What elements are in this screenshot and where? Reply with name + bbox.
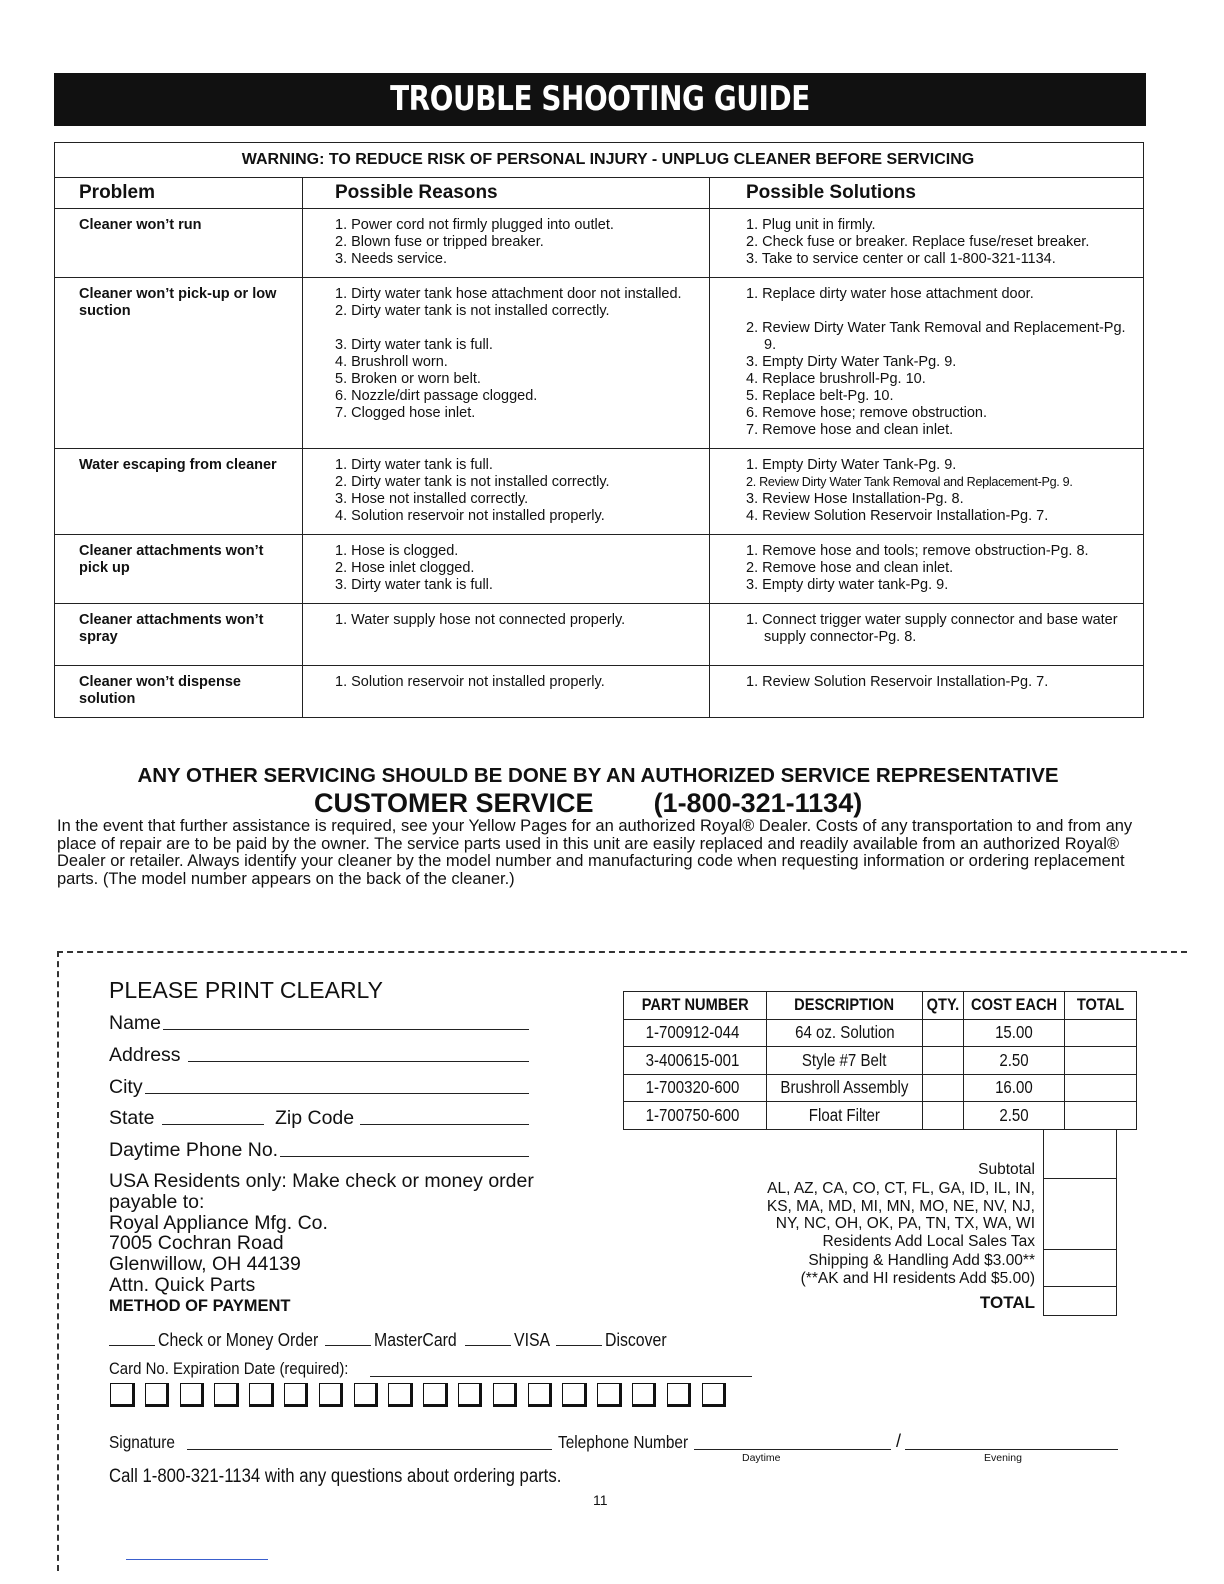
phone-field[interactable] xyxy=(280,1156,529,1157)
card-number-label: Card No. Expiration Date (required): xyxy=(109,1359,349,1378)
zip-label: Zip Code xyxy=(275,1107,355,1129)
tax-field[interactable] xyxy=(1044,1179,1116,1250)
solution-item: 7. Remove hose and clean inlet. xyxy=(746,422,954,438)
customer-service-phone: (1-800-321-1134) xyxy=(653,788,863,818)
page-number: 11 xyxy=(593,1492,608,1508)
troubleshooting-table xyxy=(54,142,1144,718)
qty-field[interactable] xyxy=(923,1074,964,1102)
zip-field[interactable] xyxy=(360,1124,529,1125)
reason-item: 3. Dirty water tank is full. xyxy=(335,337,493,353)
address-label: Address xyxy=(109,1044,181,1066)
solution-item: 4. Review Solution Reservoir Installation-Pg. 7. xyxy=(746,508,1049,524)
problem-cell: Water escaping from cleaner xyxy=(55,449,303,535)
cut-line-vertical xyxy=(57,951,59,1571)
total-field[interactable] xyxy=(1044,1287,1116,1315)
line-total-field[interactable] xyxy=(1065,1019,1137,1047)
solution-item: 4. Replace brushroll-Pg. 10. xyxy=(746,371,926,387)
reason-item: 7. Clogged hose inlet. xyxy=(335,405,476,421)
reason-item: 2. Blown fuse or tripped breaker. xyxy=(335,234,544,250)
shipping-field[interactable] xyxy=(1044,1250,1116,1287)
card-digit-box[interactable] xyxy=(284,1383,309,1407)
card-digit-box[interactable] xyxy=(702,1383,727,1407)
reason-item: 4. Brushroll worn. xyxy=(335,354,448,370)
part-number-cell: 3-400615-001 xyxy=(624,1047,767,1075)
totals-column xyxy=(1043,1130,1117,1316)
solution-item: 6. Remove hose; remove obstruction. xyxy=(746,405,987,421)
card-digit-box[interactable] xyxy=(667,1383,692,1407)
table-row xyxy=(55,449,1144,535)
warning-text: WARNING: TO REDUCE RISK OF PERSONAL INJURY - UNPLUG CLEANER BEFORE SERVICING xyxy=(55,143,1144,178)
cost-each-cell: 2.50 xyxy=(964,1102,1065,1130)
part-number-header: PART NUMBER xyxy=(624,992,767,1020)
card-digit-box[interactable] xyxy=(423,1383,448,1407)
card-number-boxes xyxy=(110,1383,726,1407)
reasons-cell xyxy=(303,666,710,718)
evening-phone-field[interactable] xyxy=(905,1449,1118,1450)
table-row xyxy=(55,604,1144,666)
line-total-field[interactable] xyxy=(1065,1102,1137,1130)
footer-rule xyxy=(126,1559,268,1560)
reasons-cell xyxy=(303,209,710,278)
table-row xyxy=(624,1019,1137,1047)
mastercard-option-blank[interactable] xyxy=(325,1332,371,1346)
tax-states-text: AL, AZ, CA, CO, CT, FL, GA, ID, IL, IN, KS, MA, MD, MI, MN, MO, NE, NV, NJ, NY, NC, OH, OK, PA, TN, TX, WA, WI Residents Add Local Sales Tax xyxy=(766,1180,1035,1250)
solution-item: 1. Remove hose and tools; remove obstruction-Pg. 8. xyxy=(746,543,1089,559)
solution-item: 2. Remove hose and clean inlet. xyxy=(746,560,954,576)
solution-item: 1. Plug unit in firmly. xyxy=(746,217,876,233)
card-digit-box[interactable] xyxy=(354,1383,379,1407)
reasons-cell xyxy=(303,604,710,666)
total-label: TOTAL xyxy=(979,1293,1035,1312)
description-cell: Float Filter xyxy=(767,1102,923,1130)
call-note: Call 1-800-321-1134 with any questions about ordering parts. xyxy=(109,1466,562,1487)
payee-line: 7005 Cochran Road xyxy=(109,1232,284,1255)
phone-separator: / xyxy=(896,1431,902,1451)
card-digit-box[interactable] xyxy=(528,1383,553,1407)
name-label: Name xyxy=(109,1012,162,1034)
evening-label: Evening xyxy=(984,1452,1022,1464)
service-paragraph: In the event that further assistance is required, see your Yellow Pages for an authorized Royal® Dealer. Costs of any transportation to and from any place of repair are to be paid by the owner. The service parts used in this unit are easily replaced and readily available from an authorized Royal® Dealer or retailer. Always identify your cleaner by the model number and manufacturing code when requesting information or ordering replacement parts. (The model number appears on the back of the cleaner.) xyxy=(57,817,1133,888)
solutions-cell xyxy=(710,278,1144,449)
reason-item: 3. Needs service. xyxy=(335,251,448,267)
phone-label: Daytime Phone No. xyxy=(109,1139,279,1161)
city-label: City xyxy=(109,1076,143,1098)
reason-item: 1. Dirty water tank is full. xyxy=(335,457,493,473)
cost-each-header: COST EACH xyxy=(964,992,1065,1020)
table-row xyxy=(55,209,1144,278)
customer-service-line xyxy=(314,788,862,819)
description-header: DESCRIPTION xyxy=(767,992,923,1020)
reason-item: 3. Dirty water tank is full. xyxy=(335,577,493,593)
reason-item: 5. Broken or worn belt. xyxy=(335,371,481,387)
solution-item: 5. Replace belt-Pg. 10. xyxy=(746,388,894,404)
reason-item: 4. Solution reservoir not installed properly. xyxy=(335,508,605,524)
form-title: PLEASE PRINT CLEARLY xyxy=(109,977,383,1003)
reason-item: 1. Power cord not firmly plugged into outlet. xyxy=(335,217,614,233)
payee-line: Royal Appliance Mfg. Co. xyxy=(109,1211,328,1234)
cost-each-cell: 15.00 xyxy=(964,1019,1065,1047)
solution-item: 3. Review Hose Installation-Pg. 8. xyxy=(746,491,964,507)
part-number-cell: 1-700912-044 xyxy=(624,1019,767,1047)
problem-cell: Cleaner attachments won’t spray xyxy=(55,604,303,666)
solutions-cell xyxy=(710,604,1144,666)
problem-cell: Cleaner attachments won’t pick up xyxy=(55,535,303,604)
reason-item: 2. Dirty water tank is not installed correctly. xyxy=(335,474,610,490)
reasons-cell xyxy=(303,278,710,449)
payee-line: Attn. Quick Parts xyxy=(109,1273,256,1296)
table-row xyxy=(624,1047,1137,1075)
discover-option-blank[interactable] xyxy=(556,1332,602,1346)
signature-label: Signature xyxy=(109,1432,175,1452)
cut-line xyxy=(57,951,1187,953)
card-digit-box[interactable] xyxy=(493,1383,518,1407)
solution-item: 3. Empty dirty water tank-Pg. 9. xyxy=(746,577,949,593)
state-label: State xyxy=(109,1107,155,1129)
signature-field[interactable] xyxy=(187,1449,552,1450)
description-cell: Brushroll Assembly xyxy=(767,1074,923,1102)
shipping-text: Shipping & Handling Add $3.00** (**AK and HI residents Add $5.00) xyxy=(800,1252,1035,1287)
card-digit-box[interactable] xyxy=(214,1383,239,1407)
expiration-date-field[interactable] xyxy=(370,1376,752,1377)
payment-options: Check or Money Order MasterCard VISA Discover xyxy=(109,1330,675,1351)
reasons-header: Possible Reasons xyxy=(303,178,710,209)
total-header: TOTAL xyxy=(1065,992,1137,1020)
payable-note: USA Residents only: Make check or money order payable to: xyxy=(109,1170,534,1213)
visa-option-blank[interactable] xyxy=(465,1332,511,1346)
card-digit-box[interactable] xyxy=(388,1383,413,1407)
payee-line: Glenwillow, OH 44139 xyxy=(109,1253,301,1276)
address-field[interactable] xyxy=(188,1061,529,1062)
card-digit-box[interactable] xyxy=(110,1383,135,1407)
table-row xyxy=(624,1102,1137,1130)
state-field[interactable] xyxy=(162,1124,264,1125)
card-digit-box[interactable] xyxy=(145,1383,170,1407)
problem-cell: Cleaner won’t pick-up or low suction xyxy=(55,278,303,449)
reason-item: 1. Dirty water tank hose attachment door not installed. xyxy=(335,286,682,302)
qty-field[interactable] xyxy=(923,1019,964,1047)
cost-each-cell: 2.50 xyxy=(964,1047,1065,1075)
reason-item: 1. Hose is clogged. xyxy=(335,543,459,559)
card-digit-box[interactable] xyxy=(632,1383,657,1407)
page-title-banner: TROUBLE SHOOTING GUIDE xyxy=(54,73,1146,126)
parts-order-table xyxy=(623,991,1137,1130)
solution-item: 2. Review Dirty Water Tank Removal and Replacement-Pg. 9. xyxy=(746,320,1126,353)
reason-item: 1. Water supply hose not connected properly. xyxy=(335,612,626,628)
telephone-label: Telephone Number xyxy=(558,1432,689,1452)
reason-item: 1. Solution reservoir not installed properly. xyxy=(335,674,605,690)
reason-item: 6. Nozzle/dirt passage clogged. xyxy=(335,388,538,404)
problem-header: Problem xyxy=(55,178,303,209)
qty-field[interactable] xyxy=(923,1047,964,1075)
table-row xyxy=(624,1074,1137,1102)
solution-item: 2. Check fuse or breaker. Replace fuse/reset breaker. xyxy=(746,234,1090,250)
card-digit-box[interactable] xyxy=(249,1383,274,1407)
table-row xyxy=(55,535,1144,604)
solution-item: 3. Take to service center or call 1-800-321-1134. xyxy=(746,251,1056,267)
description-cell: 64 oz. Solution xyxy=(767,1019,923,1047)
solutions-cell xyxy=(710,535,1144,604)
reasons-cell xyxy=(303,535,710,604)
card-digit-box[interactable] xyxy=(458,1383,483,1407)
qty-field[interactable] xyxy=(923,1102,964,1130)
payee-block xyxy=(109,1171,559,1296)
customer-service-label: CUSTOMER SERVICE xyxy=(314,788,594,818)
problem-cell: Cleaner won’t dispense solution xyxy=(79,674,241,707)
line-total-field[interactable] xyxy=(1065,1047,1137,1075)
table-row xyxy=(55,278,1144,449)
subtotal-label: Subtotal xyxy=(978,1161,1035,1178)
cost-each-cell: 16.00 xyxy=(964,1074,1065,1102)
solution-item: 1. Connect trigger water supply connector and base water supply connector-Pg. 8. xyxy=(746,612,1118,645)
daytime-phone-field[interactable] xyxy=(694,1449,891,1450)
qty-header: QTY. xyxy=(923,992,964,1020)
solutions-cell xyxy=(710,449,1144,535)
line-total-field[interactable] xyxy=(1065,1074,1137,1102)
part-number-cell: 1-700320-600 xyxy=(624,1074,767,1102)
solution-item: 3. Empty Dirty Water Tank-Pg. 9. xyxy=(746,354,957,370)
card-digit-box[interactable] xyxy=(319,1383,344,1407)
subtotal-field[interactable] xyxy=(1044,1130,1116,1179)
solution-item: 2. Review Dirty Water Tank Removal and Replacement-Pg. 9. xyxy=(746,475,1073,489)
card-digit-box[interactable] xyxy=(562,1383,587,1407)
part-number-cell: 1-700750-600 xyxy=(624,1102,767,1130)
payment-heading: METHOD OF PAYMENT xyxy=(109,1297,291,1315)
solutions-header: Possible Solutions xyxy=(710,178,1144,209)
problem-cell: Cleaner won’t run xyxy=(55,209,303,278)
table-row xyxy=(55,666,1144,718)
reason-item: 2. Dirty water tank is not installed correctly. xyxy=(335,303,610,319)
solutions-cell xyxy=(710,666,1144,718)
reasons-cell xyxy=(303,449,710,535)
city-field[interactable] xyxy=(145,1093,529,1094)
solution-item: 1. Replace dirty water hose attachment door. xyxy=(746,286,1034,302)
description-cell: Style #7 Belt xyxy=(767,1047,923,1075)
solutions-cell xyxy=(710,209,1144,278)
check-option-blank[interactable] xyxy=(109,1332,155,1346)
servicing-heading: ANY OTHER SERVICING SHOULD BE DONE BY AN AUTHORIZED SERVICE REPRESENTATIVE xyxy=(137,764,1059,787)
reason-item: 3. Hose not installed correctly. xyxy=(335,491,529,507)
solution-item: 1. Empty Dirty Water Tank-Pg. 9. xyxy=(746,457,957,473)
daytime-label: Daytime xyxy=(742,1452,781,1464)
solution-item: 1. Review Solution Reservoir Installation-Pg. 7. xyxy=(746,674,1049,690)
card-digit-box[interactable] xyxy=(180,1383,205,1407)
card-digit-box[interactable] xyxy=(597,1383,622,1407)
reason-item: 2. Hose inlet clogged. xyxy=(335,560,475,576)
name-field[interactable] xyxy=(163,1029,529,1030)
